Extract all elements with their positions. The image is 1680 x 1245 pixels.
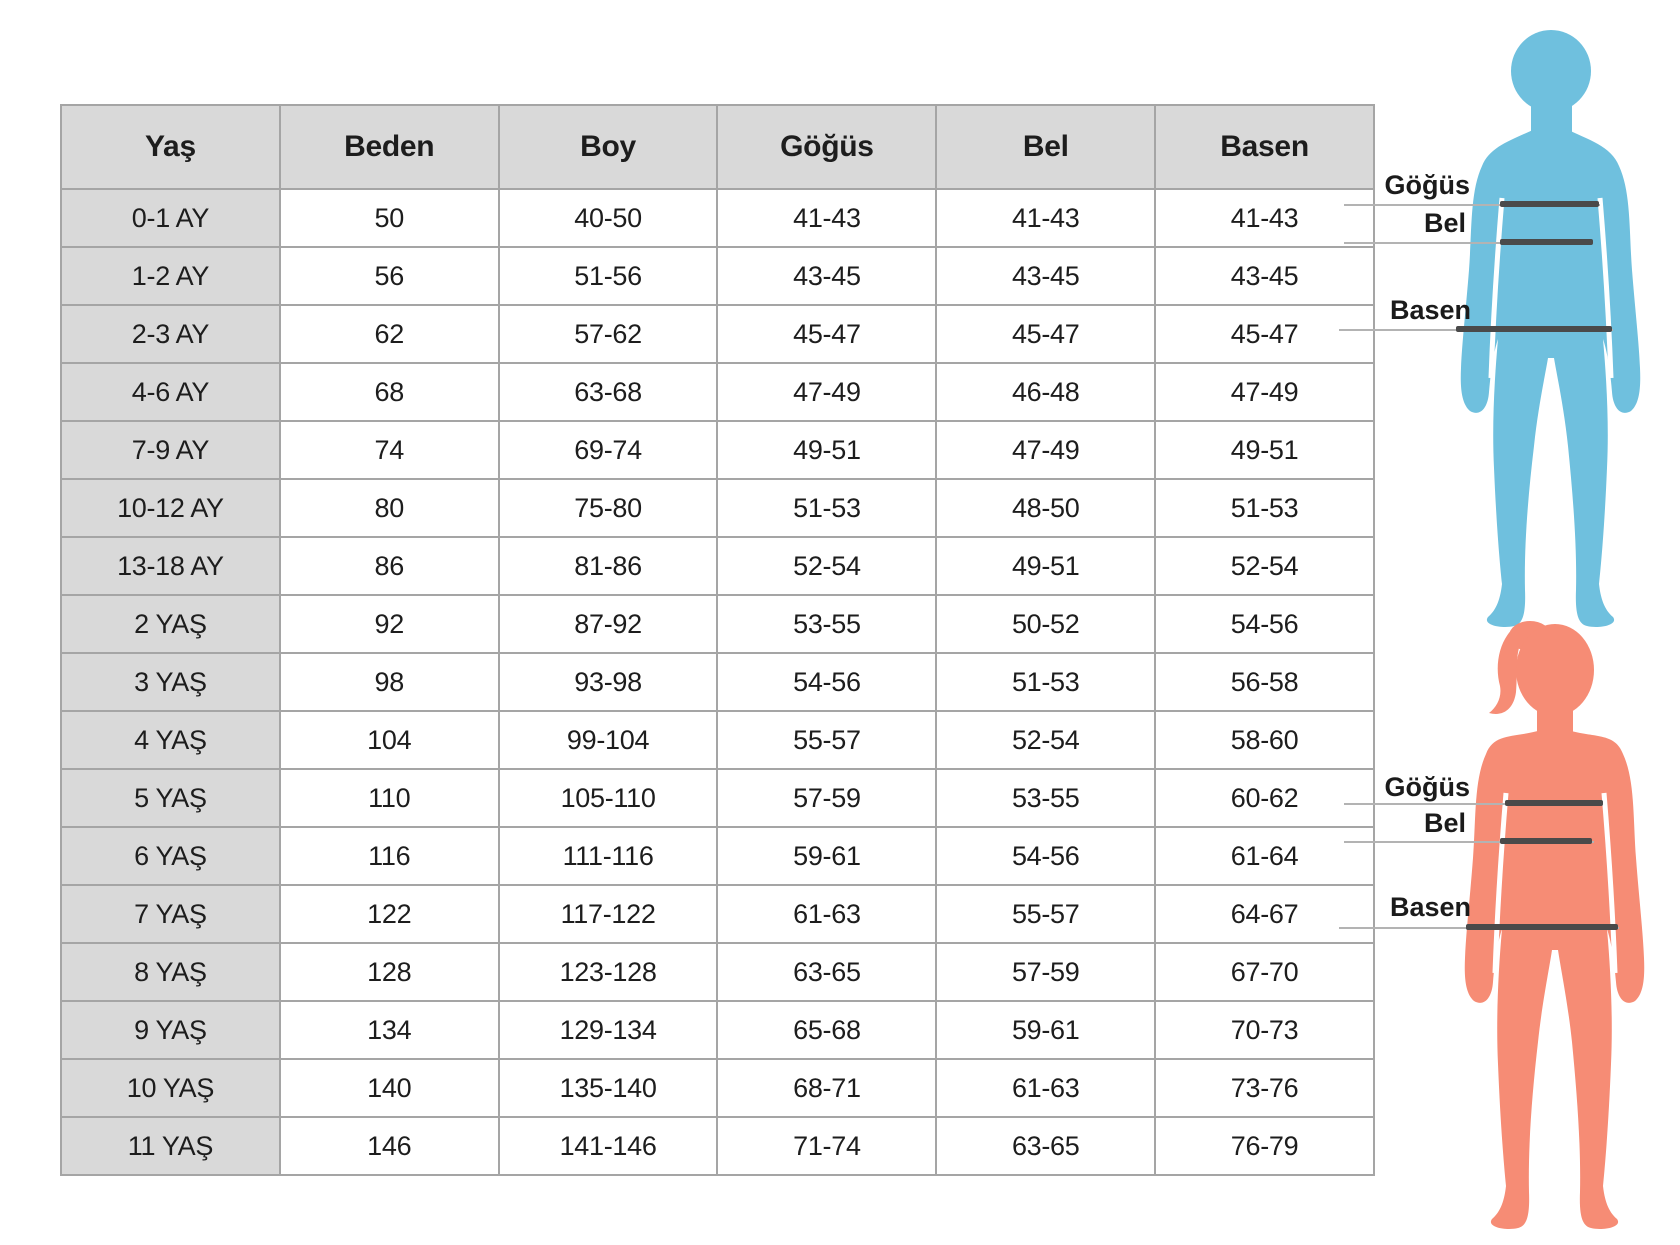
girl-hip-label: Basen [1389, 892, 1471, 922]
header-chest: Göğüs [717, 105, 936, 189]
value-cell: 48-50 [936, 479, 1155, 537]
table-row [61, 653, 1374, 711]
girl-chest-measure-line [1505, 800, 1603, 806]
value-cell: 54-56 [1155, 595, 1374, 653]
value-cell: 116 [280, 827, 499, 885]
value-cell: 49-51 [936, 537, 1155, 595]
girl-waist-measure-line [1500, 838, 1592, 844]
girl-hip-measure-line [1466, 924, 1618, 930]
value-cell: 47-49 [717, 363, 936, 421]
table-row [61, 363, 1374, 421]
table-row [61, 1059, 1374, 1117]
value-cell: 43-45 [936, 247, 1155, 305]
value-cell: 61-64 [1155, 827, 1374, 885]
boy-chest-label: Göğüs [1384, 170, 1470, 200]
table-row [61, 247, 1374, 305]
value-cell: 63-65 [936, 1117, 1155, 1175]
value-cell: 46-48 [936, 363, 1155, 421]
age-cell: 4 YAŞ [61, 711, 280, 769]
value-cell: 71-74 [717, 1117, 936, 1175]
value-cell: 141-146 [499, 1117, 718, 1175]
age-cell: 8 YAŞ [61, 943, 280, 1001]
value-cell: 54-56 [936, 827, 1155, 885]
value-cell: 75-80 [499, 479, 718, 537]
value-cell: 47-49 [1155, 363, 1374, 421]
value-cell: 43-45 [717, 247, 936, 305]
age-cell: 10-12 AY [61, 479, 280, 537]
size-table-header [61, 105, 1374, 189]
value-cell: 55-57 [936, 885, 1155, 943]
value-cell: 43-45 [1155, 247, 1374, 305]
value-cell: 111-116 [499, 827, 718, 885]
value-cell: 60-62 [1155, 769, 1374, 827]
table-row [61, 421, 1374, 479]
age-cell: 0-1 AY [61, 189, 280, 247]
value-cell: 57-59 [936, 943, 1155, 1001]
value-cell: 67-70 [1155, 943, 1374, 1001]
value-cell: 50 [280, 189, 499, 247]
age-cell: 7-9 AY [61, 421, 280, 479]
value-cell: 74 [280, 421, 499, 479]
age-cell: 6 YAŞ [61, 827, 280, 885]
value-cell: 61-63 [717, 885, 936, 943]
age-cell: 11 YAŞ [61, 1117, 280, 1175]
value-cell: 40-50 [499, 189, 718, 247]
value-cell: 49-51 [717, 421, 936, 479]
value-cell: 135-140 [499, 1059, 718, 1117]
header-age: Yaş [61, 105, 280, 189]
value-cell: 92 [280, 595, 499, 653]
value-cell: 73-76 [1155, 1059, 1374, 1117]
value-cell: 52-54 [1155, 537, 1374, 595]
value-cell: 41-43 [717, 189, 936, 247]
value-cell: 64-67 [1155, 885, 1374, 943]
value-cell: 99-104 [499, 711, 718, 769]
value-cell: 134 [280, 1001, 499, 1059]
value-cell: 146 [280, 1117, 499, 1175]
girl-silhouette-icon [1452, 608, 1662, 1233]
value-cell: 45-47 [717, 305, 936, 363]
value-cell: 59-61 [936, 1001, 1155, 1059]
boy-hip-measure-line [1456, 326, 1612, 332]
value-cell: 140 [280, 1059, 499, 1117]
table-row [61, 537, 1374, 595]
value-cell: 41-43 [936, 189, 1155, 247]
age-cell: 9 YAŞ [61, 1001, 280, 1059]
girl-waist-label: Bel [1423, 808, 1466, 838]
table-row [61, 479, 1374, 537]
boy-hip-label: Basen [1389, 295, 1471, 325]
value-cell: 117-122 [499, 885, 718, 943]
value-cell: 57-59 [717, 769, 936, 827]
value-cell: 45-47 [1155, 305, 1374, 363]
value-cell: 62 [280, 305, 499, 363]
table-body [61, 189, 1374, 1175]
age-cell: 2 YAŞ [61, 595, 280, 653]
age-cell: 10 YAŞ [61, 1059, 280, 1117]
value-cell: 53-55 [717, 595, 936, 653]
value-cell: 51-53 [936, 653, 1155, 711]
boy-waist-measure-line [1500, 239, 1593, 245]
value-cell: 53-55 [936, 769, 1155, 827]
table-row [61, 305, 1374, 363]
table-row [61, 189, 1374, 247]
value-cell: 87-92 [499, 595, 718, 653]
age-cell: 4-6 AY [61, 363, 280, 421]
value-cell: 59-61 [717, 827, 936, 885]
age-cell: 13-18 AY [61, 537, 280, 595]
value-cell: 47-49 [936, 421, 1155, 479]
boy-waist-label: Bel [1423, 208, 1466, 238]
value-cell: 68-71 [717, 1059, 936, 1117]
size-table [60, 104, 1375, 1176]
value-cell: 58-60 [1155, 711, 1374, 769]
value-cell: 93-98 [499, 653, 718, 711]
value-cell: 105-110 [499, 769, 718, 827]
value-cell: 52-54 [717, 537, 936, 595]
table-row [61, 1001, 1374, 1059]
value-cell: 86 [280, 537, 499, 595]
header-row [61, 105, 1374, 189]
value-cell: 55-57 [717, 711, 936, 769]
girl-chest-label: Göğüs [1384, 772, 1470, 802]
age-cell: 3 YAŞ [61, 653, 280, 711]
value-cell: 56-58 [1155, 653, 1374, 711]
value-cell: 81-86 [499, 537, 718, 595]
header-hip: Basen [1155, 105, 1374, 189]
table-row [61, 1117, 1374, 1175]
value-cell: 41-43 [1155, 189, 1374, 247]
value-cell: 65-68 [717, 1001, 936, 1059]
age-cell: 1-2 AY [61, 247, 280, 305]
value-cell: 51-53 [717, 479, 936, 537]
table-row [61, 769, 1374, 827]
table-row [61, 595, 1374, 653]
table-row [61, 827, 1374, 885]
value-cell: 63-65 [717, 943, 936, 1001]
value-cell: 68 [280, 363, 499, 421]
value-cell: 54-56 [717, 653, 936, 711]
value-cell: 49-51 [1155, 421, 1374, 479]
value-cell: 104 [280, 711, 499, 769]
header-height: Boy [499, 105, 718, 189]
value-cell: 45-47 [936, 305, 1155, 363]
value-cell: 69-74 [499, 421, 718, 479]
value-cell: 129-134 [499, 1001, 718, 1059]
table-row [61, 711, 1374, 769]
value-cell: 128 [280, 943, 499, 1001]
value-cell: 122 [280, 885, 499, 943]
age-cell: 2-3 AY [61, 305, 280, 363]
value-cell: 70-73 [1155, 1001, 1374, 1059]
value-cell: 63-68 [499, 363, 718, 421]
age-cell: 7 YAŞ [61, 885, 280, 943]
value-cell: 57-62 [499, 305, 718, 363]
value-cell: 76-79 [1155, 1117, 1374, 1175]
value-cell: 98 [280, 653, 499, 711]
value-cell: 50-52 [936, 595, 1155, 653]
age-cell: 5 YAŞ [61, 769, 280, 827]
value-cell: 51-56 [499, 247, 718, 305]
value-cell: 80 [280, 479, 499, 537]
boy-chest-measure-line [1500, 201, 1599, 207]
value-cell: 51-53 [1155, 479, 1374, 537]
value-cell: 61-63 [936, 1059, 1155, 1117]
value-cell: 56 [280, 247, 499, 305]
value-cell: 110 [280, 769, 499, 827]
table-row [61, 885, 1374, 943]
value-cell: 123-128 [499, 943, 718, 1001]
value-cell: 52-54 [936, 711, 1155, 769]
header-size: Beden [280, 105, 499, 189]
header-waist: Bel [936, 105, 1155, 189]
table-row [61, 943, 1374, 1001]
